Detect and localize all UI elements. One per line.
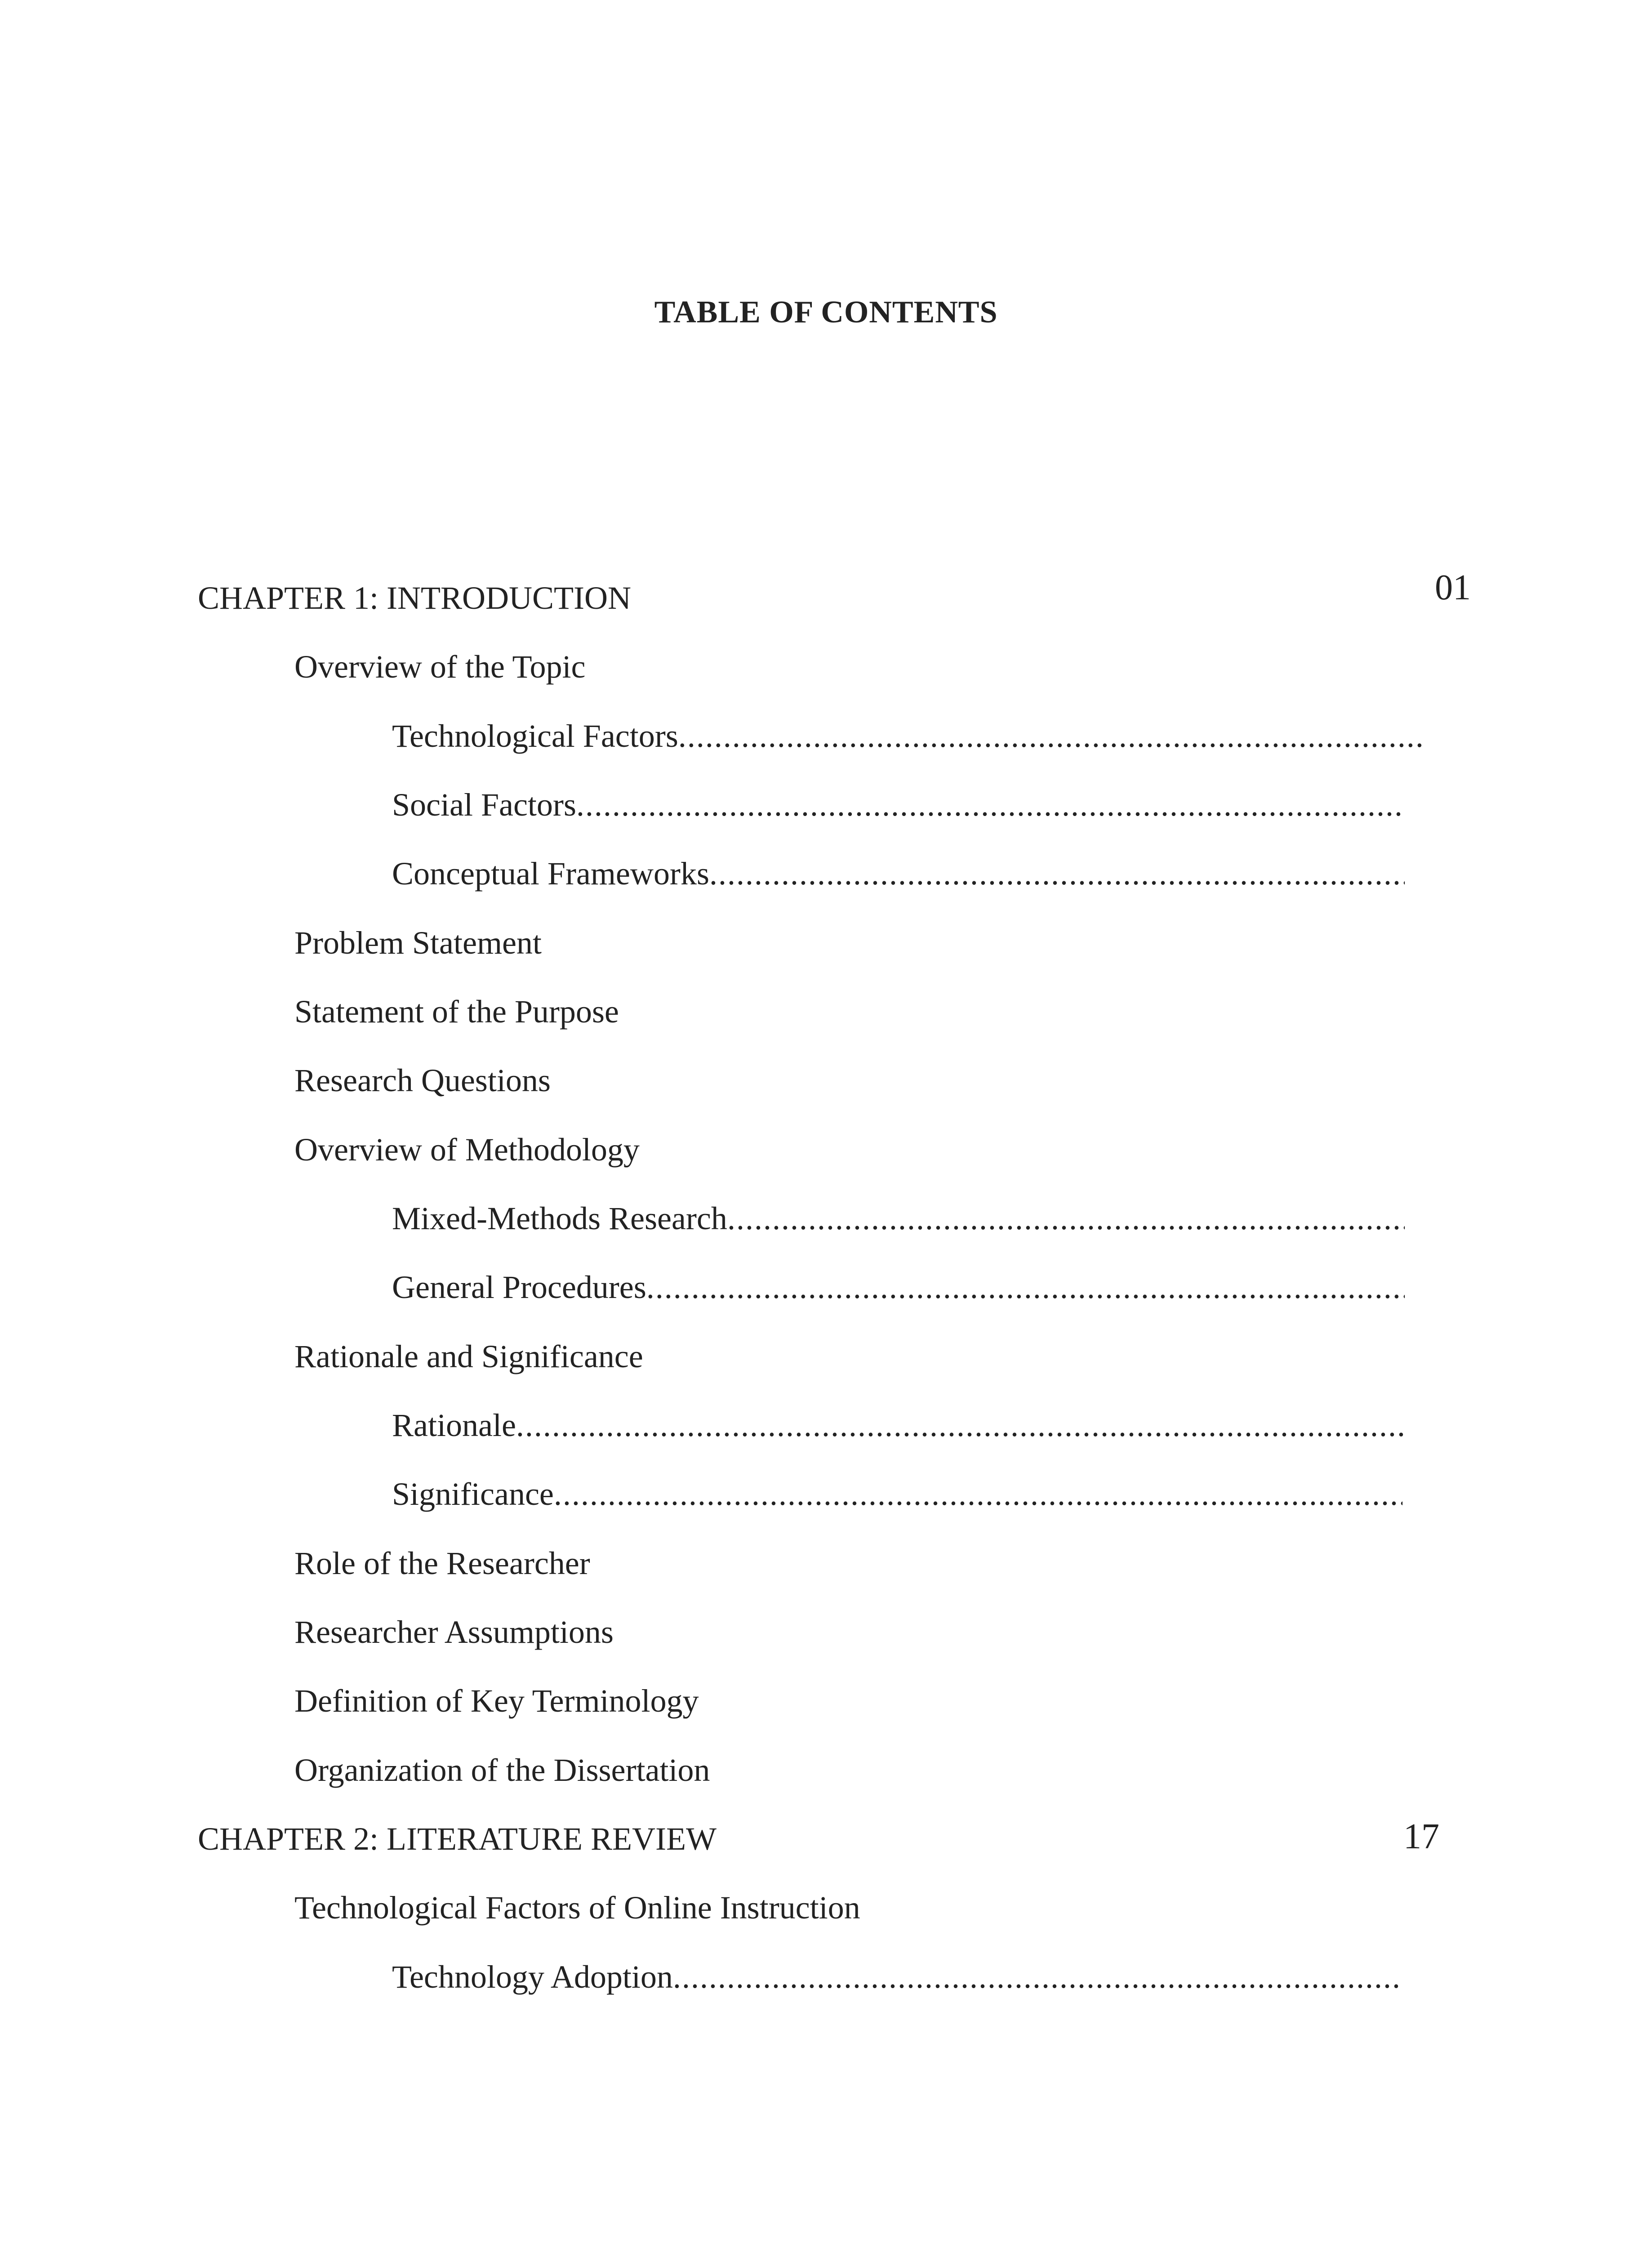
toc-section-problem-statement[interactable]: Problem Statement	[294, 925, 542, 961]
dot-leader	[678, 716, 1422, 756]
dot-leader	[576, 785, 1400, 825]
toc-entry-label: Social Factors	[392, 787, 576, 823]
toc-section-statement-of-purpose[interactable]: Statement of the Purpose	[294, 994, 619, 1030]
toc-section-overview-of-methodology[interactable]: Overview of Methodology	[294, 1132, 640, 1168]
chapter-1-heading[interactable]: CHAPTER 1: INTRODUCTION	[198, 580, 631, 616]
toc-entry-label: Rationale	[392, 1407, 516, 1443]
chapter-2-heading[interactable]: CHAPTER 2: LITERATURE REVIEW	[198, 1821, 717, 1857]
toc-entry-label: Technology Adoption	[392, 1959, 673, 1995]
toc-section-technological-factors-of-online-instruction[interactable]: Technological Factors of Online Instruction	[294, 1890, 860, 1926]
toc-entry-label: Mixed-Methods Research	[392, 1200, 727, 1236]
chapter-2-page-number: 17	[1403, 1817, 1439, 1856]
toc-entry-label: Conceptual Frameworks	[392, 856, 709, 892]
dot-leader	[516, 1405, 1405, 1445]
toc-section-overview-of-topic[interactable]: Overview of the Topic	[294, 649, 586, 685]
toc-subsection-social-factors[interactable]	[392, 785, 1400, 825]
dot-leader	[554, 1474, 1403, 1514]
toc-subsection-significance[interactable]	[392, 1474, 1403, 1514]
toc-subsection-general-procedures[interactable]	[392, 1267, 1405, 1307]
toc-section-organization-of-dissertation[interactable]: Organization of the Dissertation	[294, 1752, 710, 1788]
chapter-1-page-number: 01	[1435, 568, 1471, 607]
toc-entry-label: Significance	[392, 1476, 554, 1512]
toc-subsection-technological-factors[interactable]	[392, 716, 1422, 756]
toc-entry-label: General Procedures	[392, 1269, 646, 1305]
toc-subsection-rationale[interactable]	[392, 1405, 1405, 1445]
dot-leader	[673, 1957, 1403, 1997]
toc-subsection-mixed-methods-research[interactable]	[392, 1198, 1405, 1239]
toc-section-research-questions[interactable]: Research Questions	[294, 1062, 551, 1098]
dot-leader	[646, 1267, 1405, 1307]
toc-section-researcher-assumptions[interactable]: Researcher Assumptions	[294, 1614, 614, 1650]
page-title: TABLE OF CONTENTS	[654, 295, 998, 330]
toc-entry-label: Technological Factors	[392, 718, 678, 754]
dot-leader	[727, 1198, 1405, 1239]
toc-section-role-of-researcher[interactable]: Role of the Researcher	[294, 1545, 590, 1581]
toc-subsection-conceptual-frameworks[interactable]	[392, 853, 1405, 894]
toc-section-rationale-and-significance[interactable]: Rationale and Significance	[294, 1338, 643, 1374]
toc-subsection-technology-adoption[interactable]	[392, 1957, 1403, 1997]
dot-leader	[709, 853, 1405, 894]
toc-section-definition-of-key-terminology[interactable]: Definition of Key Terminology	[294, 1683, 699, 1719]
